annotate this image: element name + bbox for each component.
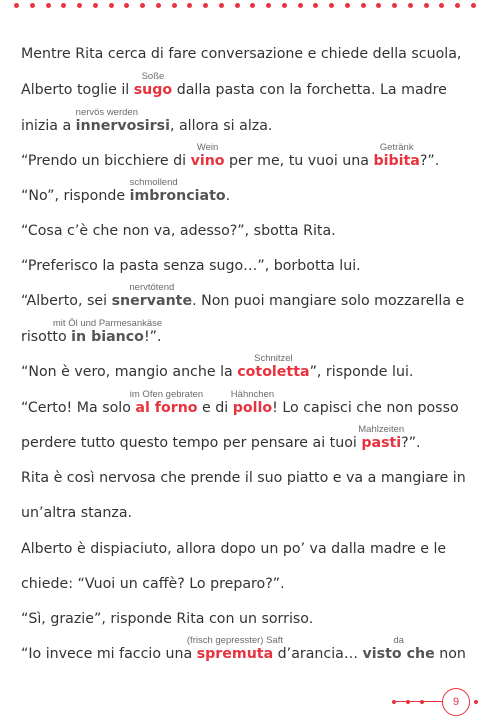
glossed-word-text: in bianco <box>71 329 144 345</box>
text-segment: “Sì, grazie”, risponde Rita con un sorriso. <box>21 611 314 627</box>
glossed-word <box>111 282 193 309</box>
text-segment: per me, tu vuoi una <box>224 153 374 169</box>
gloss-translation: da <box>393 635 404 646</box>
border-dot <box>361 3 366 8</box>
border-dot <box>187 3 192 8</box>
border-dot <box>408 3 413 8</box>
border-dot <box>77 3 82 8</box>
gloss-translation: (frisch gepresster) Saft <box>186 635 283 646</box>
text-segment: perdere tutto questo tempo per pensare ai tuoi <box>21 435 362 451</box>
text-segment: inizia a <box>21 118 76 134</box>
text-line <box>21 142 440 169</box>
text-segment: ?”. <box>401 435 421 451</box>
text-segment: chiede: “Vuoi un caffè? Lo preparo?”. <box>21 576 285 592</box>
border-dot <box>235 3 240 8</box>
border-dot <box>439 3 444 8</box>
glossed-word-text: imbronciato <box>129 188 226 204</box>
glossed-word-text: vino <box>190 153 225 169</box>
text-segment: “Preferisco la pasta senza sugo…”, borbotta lui. <box>21 258 361 274</box>
gloss-translation: im Ofen gebraten <box>129 389 204 400</box>
text-segment: risotto <box>21 329 72 345</box>
glossed-word-text: snervante <box>111 293 193 309</box>
text-segment: non <box>434 646 466 662</box>
glossed-word-text: innervosirsi <box>75 118 170 134</box>
text-segment: d’arancia… <box>273 646 363 662</box>
text-segment: . Non puoi mangiare solo mozzarella e <box>192 293 465 309</box>
border-dot <box>471 3 476 8</box>
border-dot <box>30 3 35 8</box>
top-dot-border <box>14 3 476 9</box>
gloss-translation: Soße <box>141 71 165 82</box>
gloss-translation: Schnitzel <box>254 353 293 364</box>
text-line <box>21 177 231 204</box>
border-dot <box>329 3 334 8</box>
border-dot <box>61 3 66 8</box>
border-dot <box>455 3 460 8</box>
text-line <box>21 389 459 416</box>
glossed-word-text: pollo <box>232 400 273 416</box>
text-segment: Alberto toglie il <box>21 82 134 98</box>
border-dot <box>219 3 224 8</box>
gloss-translation: Getränk <box>379 142 414 153</box>
text-segment: “Alberto, sei <box>21 293 112 309</box>
glossed-word-text: spremuta <box>196 646 274 662</box>
glossed-word <box>52 318 163 345</box>
text-line <box>21 505 132 521</box>
glossed-word <box>133 71 173 98</box>
glossed-word <box>237 353 310 380</box>
text-segment: “Io invece mi faccio una <box>21 646 197 662</box>
border-dot <box>345 3 350 8</box>
page-footer <box>392 688 488 718</box>
text-line <box>21 635 466 662</box>
glossed-word-text: pasti <box>361 435 402 451</box>
text-segment: “Non è vero, mangio anche la <box>21 364 238 380</box>
text-segment: . <box>225 188 231 204</box>
border-dot <box>93 3 98 8</box>
page-number: 9 <box>442 688 470 716</box>
border-dot <box>298 3 303 8</box>
text-line <box>21 318 163 345</box>
text-segment: “No”, risponde <box>21 188 130 204</box>
text-segment: dalla pasta con la forchetta. La madre <box>172 82 447 98</box>
text-line <box>21 576 285 592</box>
border-dot <box>172 3 177 8</box>
text-line <box>21 470 466 486</box>
border-dot <box>14 3 19 8</box>
glossed-word-text: visto che <box>362 646 435 662</box>
glossed-word-text: bibita <box>373 153 420 169</box>
glossed-word-text: al forno <box>135 400 198 416</box>
border-dot <box>46 3 51 8</box>
text-segment: , allora si alza. <box>169 118 273 134</box>
border-dot <box>424 3 429 8</box>
text-line <box>21 258 361 274</box>
text-line <box>21 611 313 627</box>
text-segment: Mentre Rita cerca di fare conversazione e chiede della scuola, <box>21 46 462 62</box>
text-line <box>21 107 273 134</box>
glossed-word <box>358 424 405 451</box>
border-dot <box>282 3 287 8</box>
text-segment: “Prendo un bicchiere di <box>21 153 191 169</box>
gloss-translation: Hähnchen <box>230 389 275 400</box>
text-line <box>21 353 414 380</box>
border-dot <box>376 3 381 8</box>
glossed-word <box>362 635 435 662</box>
gloss-translation: Mahlzeiten <box>358 424 405 435</box>
border-dot <box>250 3 255 8</box>
text-line <box>21 541 446 557</box>
text-segment: !”. <box>143 329 162 345</box>
border-dot <box>266 3 271 8</box>
border-dot <box>313 3 318 8</box>
border-dot <box>203 3 208 8</box>
glossed-word <box>230 389 275 416</box>
glossed-word-text: sugo <box>133 82 173 98</box>
text-line <box>21 223 336 239</box>
text-line <box>21 282 465 309</box>
text-segment: ! Lo capisci che non posso <box>272 400 459 416</box>
text-segment: Alberto è dispiaciuto, allora dopo un po’ va dalla madre e le <box>21 541 447 557</box>
glossed-word <box>190 142 225 169</box>
gloss-translation: schmollend <box>129 177 178 188</box>
text-segment: un’altra stanza. <box>21 505 133 521</box>
border-dot <box>392 3 397 8</box>
gloss-translation: Wein <box>196 142 219 153</box>
gloss-translation: nervtötend <box>129 282 175 293</box>
text-segment: “Cosa c’è che non va, adesso?”, sbotta Rita. <box>21 223 336 239</box>
glossed-word <box>129 177 226 204</box>
border-dot <box>140 3 145 8</box>
text-segment: “Certo! Ma solo <box>21 400 136 416</box>
text-line <box>21 71 447 98</box>
glossed-word <box>129 389 204 416</box>
glossed-word-text: cotoletta <box>237 364 310 380</box>
text-line <box>21 46 461 62</box>
gloss-translation: mit Öl und Parmesankäse <box>52 318 163 329</box>
text-segment: Rita è così nervosa che prende il suo piatto e va a mangiare in <box>21 470 466 486</box>
glossed-word <box>186 635 283 662</box>
text-segment: e di <box>197 400 233 416</box>
glossed-word <box>373 142 420 169</box>
footer-dot <box>474 700 478 704</box>
text-line <box>21 424 421 451</box>
border-dot <box>124 3 129 8</box>
border-dot <box>156 3 161 8</box>
border-dot <box>109 3 114 8</box>
glossed-word <box>75 107 170 134</box>
gloss-translation: nervös werden <box>75 107 138 118</box>
text-segment: ?”. <box>419 153 440 169</box>
text-segment: ”, risponde lui. <box>309 364 414 380</box>
